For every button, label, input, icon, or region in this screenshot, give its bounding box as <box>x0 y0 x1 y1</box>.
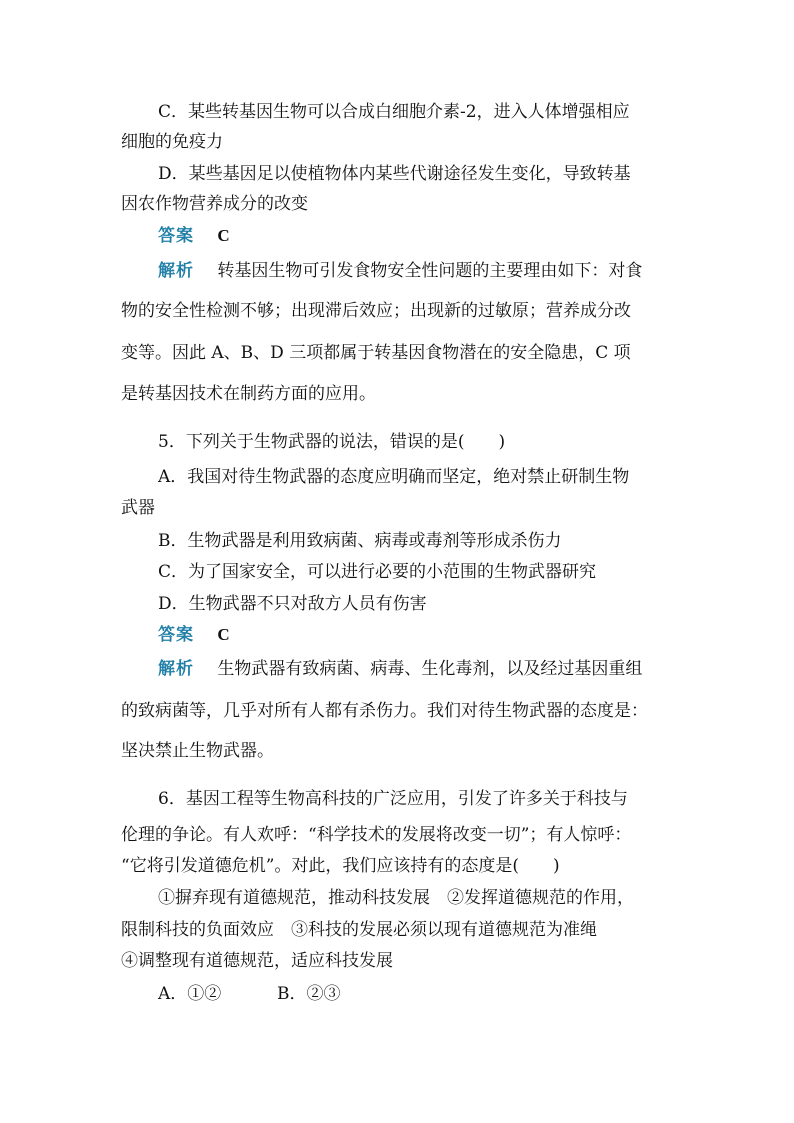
q6-stem-line2: 伦理的争论。有人欢呼：“科学技术的发展将改变一切”；有人惊呼： <box>121 825 632 845</box>
q4-analysis-line4: 是转基因技术在制药方面的应用。 <box>121 384 376 404</box>
q5-answer-label: 答案 <box>158 625 194 645</box>
q6-stem-line3: “它将引发道德危机”。对此，我们应该持有的态度是( ) <box>121 856 560 876</box>
q5-option-a-line1: A．我国对待生物武器的态度应明确而坚定，绝对禁止研制生物 <box>158 467 630 487</box>
q5-analysis-line2: 的致病菌等，几乎对所有人都有杀伤力。我们对待生物武器的态度是： <box>121 701 648 721</box>
q4-option-c-line2: 细胞的免疫力 <box>121 132 223 152</box>
q5-analysis-line1 <box>158 658 642 680</box>
q4-option-d-line2: 因农作物营养成分的改变 <box>121 194 308 214</box>
q6-item-line1: ①摒弃现有道德规范，推动科技发展 ②发挥道德规范的作用， <box>158 888 634 908</box>
q5-analysis-text1: 生物武器有致病菌、病毒、生化毒剂，以及经过基因重组 <box>217 659 643 679</box>
q4-analysis-label: 解析 <box>158 261 194 281</box>
q5-answer <box>158 624 230 646</box>
q6-item-line2: 限制科技的负面效应 ③科技的发展必须以现有道德规范为准绳 <box>121 920 597 940</box>
q5-analysis-label: 解析 <box>158 659 194 679</box>
q4-analysis-line3: 变等。因此 A、B、D 三项都属于转基因食物潜在的安全隐患，C 项 <box>121 343 631 363</box>
q4-option-d-line1: D．某些基因足以使植物体内某些代谢途径发生变化，导致转基 <box>158 164 631 184</box>
q4-analysis-line2: 物的安全性检测不够；出现滞后效应；出现新的过敏原；营养成分改 <box>121 301 631 321</box>
q4-analysis-line1 <box>158 260 642 282</box>
q5-answer-value: C <box>217 625 230 644</box>
q4-analysis-text1: 转基因生物可引发食物安全性问题的主要理由如下：对食 <box>217 261 643 281</box>
q5-option-c: C．为了国家安全，可以进行必要的小范围的生物武器研究 <box>158 562 597 582</box>
q6-option-b: B．②③ <box>277 984 341 1004</box>
q6-stem-line1: 6．基因工程等生物高科技的广泛应用，引发了许多关于科技与 <box>158 789 628 809</box>
q6-option-a: A．①② <box>158 984 222 1004</box>
q6-item-line3: ④调整现有道德规范，适应科技发展 <box>121 951 393 971</box>
q5-stem: 5．下列关于生物武器的说法，错误的是( ) <box>158 432 506 452</box>
q5-option-b: B．生物武器是利用致病菌、病毒或毒剂等形成杀伤力 <box>158 531 562 551</box>
q4-option-c-line1: C．某些转基因生物可以合成白细胞介素-2，进入人体增强相应 <box>158 102 630 122</box>
q4-answer-label: 答案 <box>158 226 194 246</box>
q5-analysis-line3: 坚决禁止生物武器。 <box>121 741 274 761</box>
q5-option-d: D．生物武器不只对敌方人员有伤害 <box>158 594 427 614</box>
q5-option-a-line2: 武器 <box>121 498 155 518</box>
q4-answer-value: C <box>217 226 230 245</box>
q4-answer <box>158 225 230 247</box>
